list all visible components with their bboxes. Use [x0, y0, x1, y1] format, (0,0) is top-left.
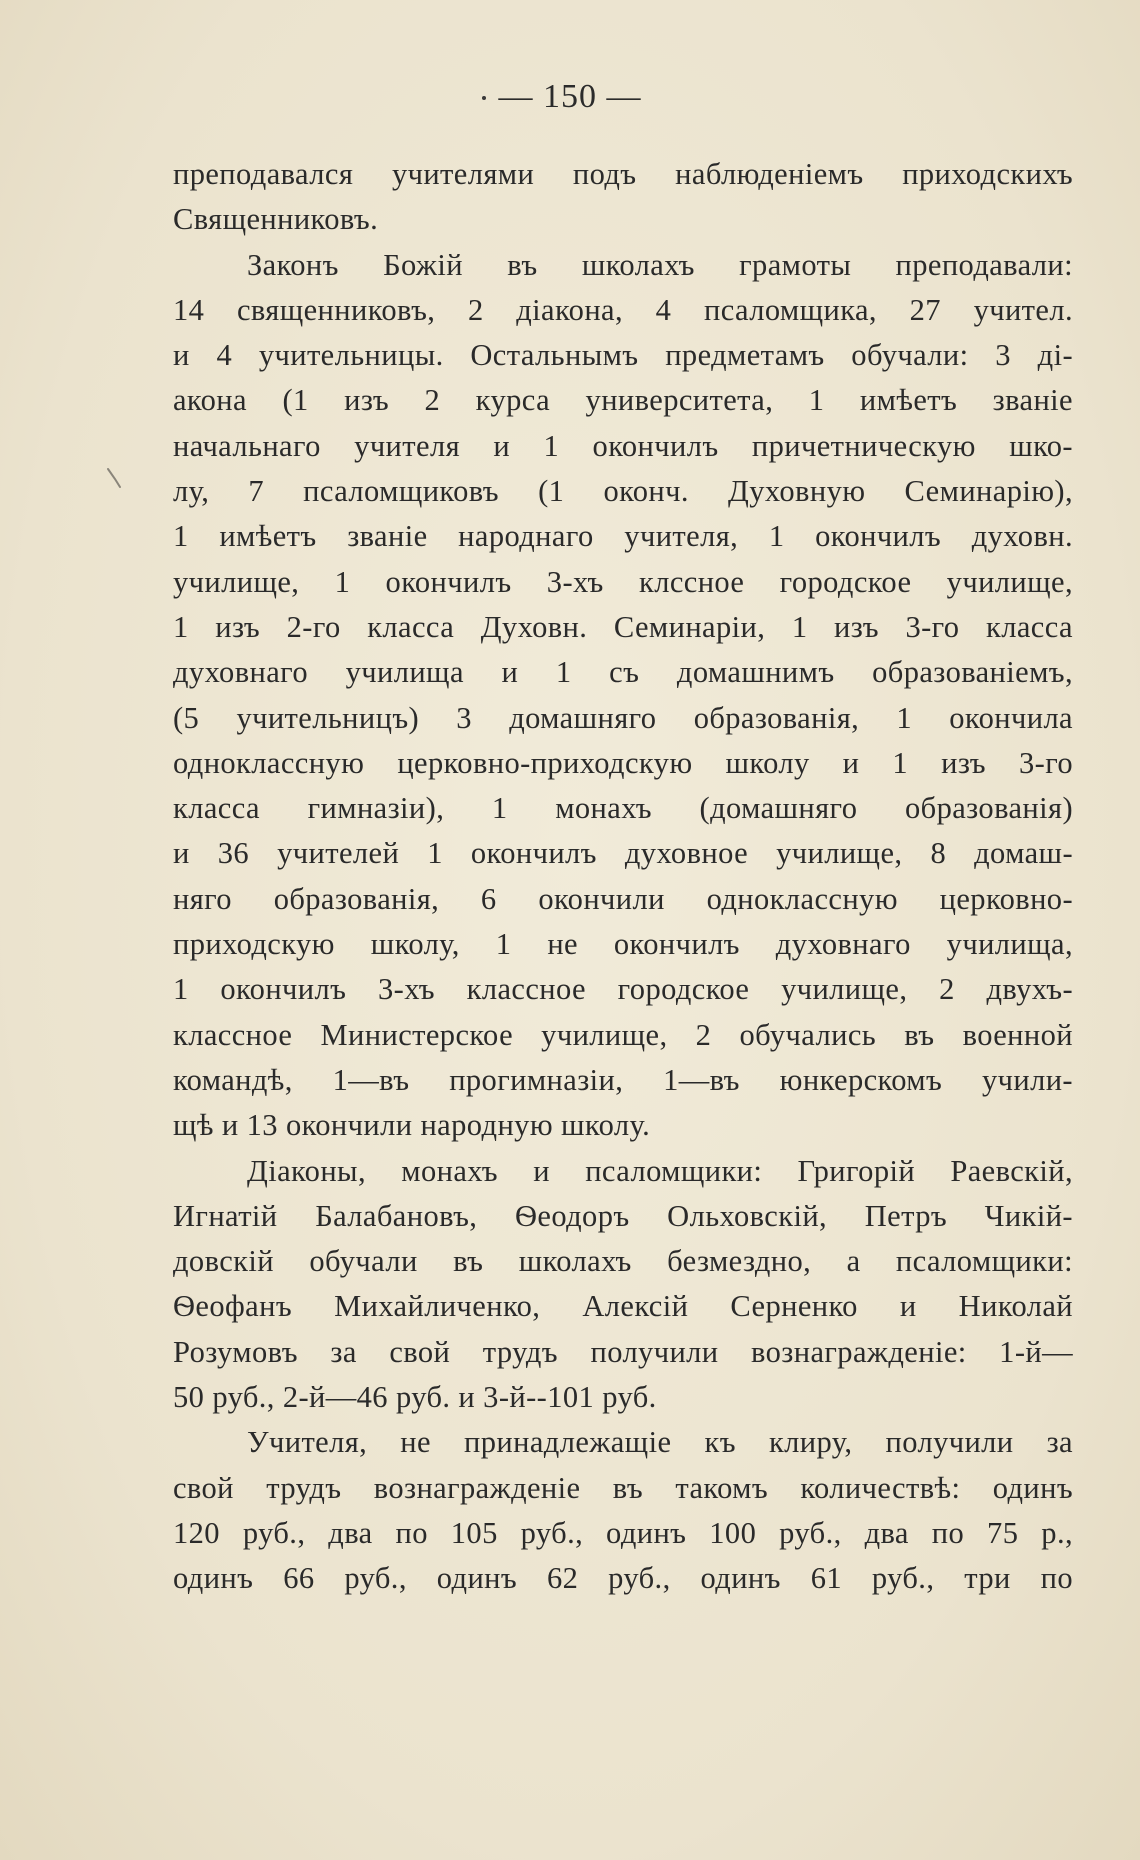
text-line: командѣ, 1—въ прогимназіи, 1—въ юнкерскомъ учили-: [173, 1062, 1073, 1097]
text-line: и 4 учительницы. Остальнымъ предметамъ обучали: 3 ді-: [173, 338, 1073, 373]
text-line: класса гимназіи), 1 монахъ (домашняго образованія): [173, 791, 1073, 826]
text-line: Ѳеофанъ Михайличенко, Алексій Серненко и Николай: [173, 1289, 1073, 1324]
text-line: 1 окончилъ 3-хъ классное городское училище, 2 двухъ-: [173, 972, 1073, 1007]
text-line: Священниковъ.: [173, 202, 379, 237]
text-line: духовнаго училища и 1 съ домашнимъ образованіемъ,: [173, 655, 1073, 690]
margin-mark-icon: [106, 467, 124, 489]
page-number: — 150 —: [498, 78, 642, 115]
text-line: щѣ и 13 окончили народную школу.: [173, 1108, 651, 1143]
text-line: Розумовъ за свой трудъ получили вознагражденіе: 1-й—: [173, 1334, 1073, 1369]
text-line: (5 учительницъ) 3 домашняго образованія, 1 окончила: [173, 700, 1073, 735]
paragraph-first-line: Законъ Божій въ школахъ грамоты преподавали:: [247, 247, 1073, 282]
text-line: довскій обучали въ школахъ безмездно, а псаломщики:: [173, 1244, 1073, 1279]
text-line: 1 изъ 2-го класса Духовн. Семинаріи, 1 изъ 3-го класса: [173, 609, 1073, 644]
text-line: 50 руб., 2-й—46 руб. и 3-й--101 руб.: [173, 1380, 657, 1415]
paragraph-first-line: Діаконы, монахъ и псаломщики: Григорій Раевскій,: [247, 1153, 1073, 1188]
text-line: одноклассную церковно-приходскую школу и 1 изъ 3-го: [173, 745, 1073, 780]
page-header: [0, 78, 1140, 128]
text-line: Игнатій Балабановъ, Ѳеодоръ Ольховскій, Петръ Чикій-: [173, 1198, 1073, 1233]
text-line: одинъ 66 руб., одинъ 62 руб., одинъ 61 руб., три по: [173, 1561, 1073, 1596]
text-line: 120 руб., два по 105 руб., одинъ 100 руб., два по 75 р.,: [173, 1515, 1073, 1550]
text-line: акона (1 изъ 2 курса университета, 1 имѣетъ званіе: [173, 383, 1073, 418]
text-line: приходскую школу, 1 не окончилъ духовнаго училища,: [173, 927, 1073, 962]
text-line: преподавался учителями подъ наблюденіемъ приходскихъ: [173, 157, 1073, 191]
text-line: лу, 7 псаломщиковъ (1 оконч. Духовную Семинарію),: [173, 474, 1073, 509]
text-line: училище, 1 окончилъ 3-хъ клссное городское училище,: [173, 564, 1073, 599]
paragraph-first-line: Учителя, не принадлежащіе къ клиру, получили за: [247, 1425, 1073, 1460]
text-line: классное Министерское училище, 2 обучались въ военной: [173, 1017, 1073, 1052]
text-line: и 36 учителей 1 окончилъ духовное училище, 8 домаш-: [173, 836, 1073, 871]
text-line: свой трудъ вознагражденіе въ такомъ количествѣ: одинъ: [173, 1470, 1073, 1505]
text-line: 1 имѣетъ званіе народнаго учителя, 1 окончилъ духовн.: [173, 519, 1073, 554]
text-line: начальнаго учителя и 1 окончилъ причетническую шко-: [173, 428, 1073, 463]
text-line: 14 священниковъ, 2 діакона, 4 псаломщика, 27 учител.: [173, 292, 1073, 327]
body-text: [173, 152, 1073, 1602]
text-line: няго образованія, 6 окончили одноклассную церковно-: [173, 881, 1073, 916]
